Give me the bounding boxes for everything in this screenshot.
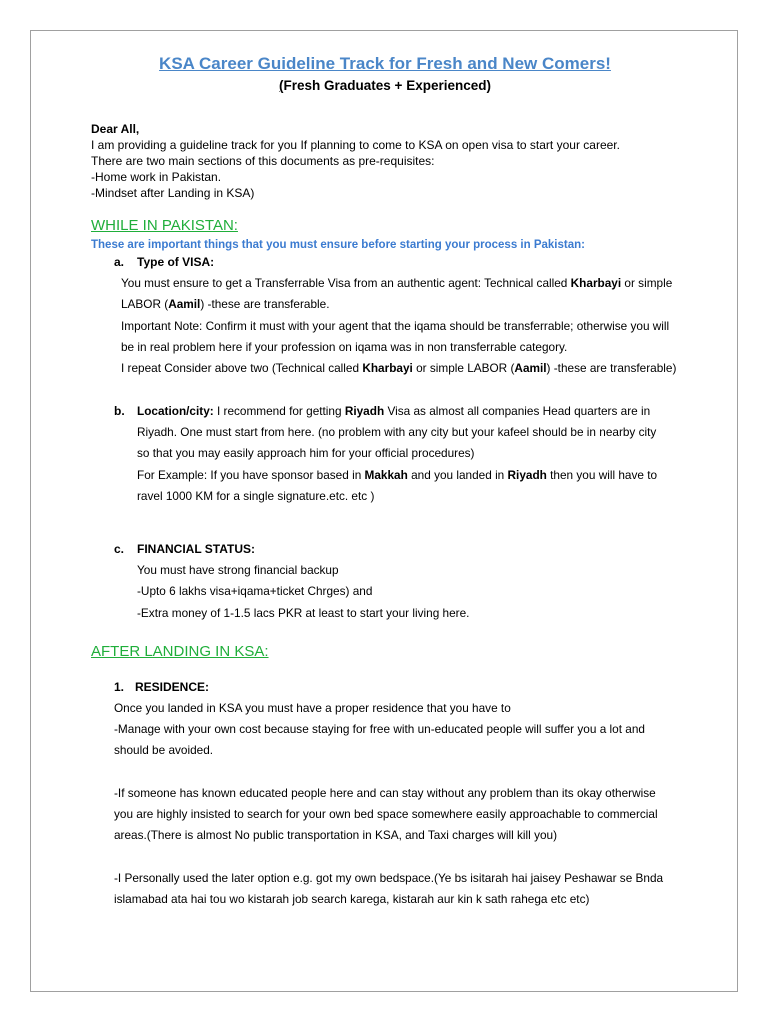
location-line-5: ravel 1000 KM for a single signature.etc. etc )	[137, 489, 375, 503]
visa-line-4: be in real problem here if your profession on iqama was in non transferrable category.	[121, 340, 568, 354]
financial-line-3: -Extra money of 1-1.5 lacs PKR at least to start your living here.	[137, 606, 470, 620]
intro-line: -Home work in Pakistan.	[91, 170, 222, 184]
residence-line: areas.(There is almost No public transportation in KSA, and Taxi charges will kill you)	[114, 828, 558, 842]
item-label-residence: RESIDENCE:	[135, 680, 210, 694]
text: ) -these are transferable.	[200, 297, 330, 311]
text: I repeat Consider above two (Technical called	[121, 361, 363, 375]
text-bold: Aamil	[514, 361, 547, 375]
visa-line-5	[121, 361, 676, 375]
visa-line-2	[121, 297, 330, 311]
residence-line: islamabad ata hai tou wo kistarah job search karega, kistarah aur kin k sath rahega etc etc)	[114, 892, 590, 906]
financial-line-2: -Upto 6 lakhs visa+iqama+ticket Chrges) and	[137, 584, 373, 598]
text: and you landed in	[407, 468, 508, 482]
residence-line: you are highly insisted to search for your own bed space somewhere easily approachable to commercial	[114, 807, 658, 821]
text: then you will have to	[546, 468, 658, 482]
text: ) -these are transferable)	[546, 361, 677, 375]
text: For Example: If you have sponsor based in	[137, 468, 365, 482]
subtitle-paren: (	[279, 78, 284, 93]
text-bold: Makkah	[364, 468, 408, 482]
intro-line: There are two main sections of this documents as pre-requisites:	[91, 154, 435, 168]
text-bold: Aamil	[168, 297, 201, 311]
document-title: KSA Career Guideline Track for Fresh and New Comers!	[159, 54, 611, 73]
section-heading-pakistan: WHILE IN PAKISTAN:	[91, 217, 238, 234]
item-label-location: Location/city:	[137, 404, 214, 418]
item-marker-c: c.	[114, 542, 125, 556]
text: Visa as almost all companies Head quarters are in	[384, 404, 651, 418]
text-bold: Kharbayi	[362, 361, 413, 375]
item-marker-1: 1.	[114, 680, 125, 694]
text-bold: Riyadh	[344, 404, 385, 418]
residence-line: -I Personally used the later option e.g. got my own bedspace.(Ye bs isitarah hai jaisey Peshawar se Bnda	[114, 871, 664, 885]
residence-line: -Manage with your own cost because staying for free with un-educated people will suffer you a lot and	[114, 722, 645, 736]
item-label-financial: FINANCIAL STATUS:	[137, 542, 255, 556]
intro-line: -Mindset after Landing in KSA)	[91, 186, 255, 200]
visa-line-1	[121, 276, 672, 290]
text-bold: Kharbayi	[570, 276, 622, 290]
residence-line: -If someone has known educated people here and can stay without any problem than its okay otherwise	[114, 786, 656, 800]
text-bold: Riyadh	[507, 468, 547, 482]
subtitle-text: Fresh Graduates + Experienced)	[283, 78, 491, 93]
text: LABOR (	[121, 297, 169, 311]
section-heading-ksa: AFTER LANDING IN KSA:	[91, 643, 269, 660]
financial-line-1: You must have strong financial backup	[137, 563, 339, 577]
intro-line: I am providing a guideline track for you If planning to come to KSA on open visa to start your career.	[91, 138, 620, 152]
text: or simple LABOR (	[412, 361, 515, 375]
location-line-3: so that you may easily approach him for your official procedures)	[137, 446, 475, 460]
text: or simple	[621, 276, 673, 290]
item-marker-a: a.	[114, 255, 125, 269]
location-line-4	[137, 468, 657, 482]
item-marker-b: b.	[114, 404, 125, 418]
text: I recommend for getting	[213, 404, 345, 418]
greeting: Dear All,	[91, 122, 140, 136]
item-label-visa: Type of VISA:	[137, 255, 215, 269]
document-subtitle	[31, 78, 739, 93]
visa-line-3: Important Note: Confirm it must with your agent that the iqama should be transferrable; otherwise you will	[121, 319, 670, 333]
residence-line: should be avoided.	[114, 743, 214, 757]
section-subheading: These are important things that you must ensure before starting your process in Pakistan:	[91, 239, 585, 251]
location-line-2: Riyadh. One must start from here. (no problem with any city but your kafeel should be in nearby city	[137, 425, 657, 439]
document-page	[30, 30, 738, 992]
text: You must ensure to get a Transferrable Visa from an authentic agent: Technical called	[121, 276, 571, 290]
location-line-1	[137, 404, 650, 418]
residence-line: Once you landed in KSA you must have a proper residence that you have to	[114, 701, 511, 715]
